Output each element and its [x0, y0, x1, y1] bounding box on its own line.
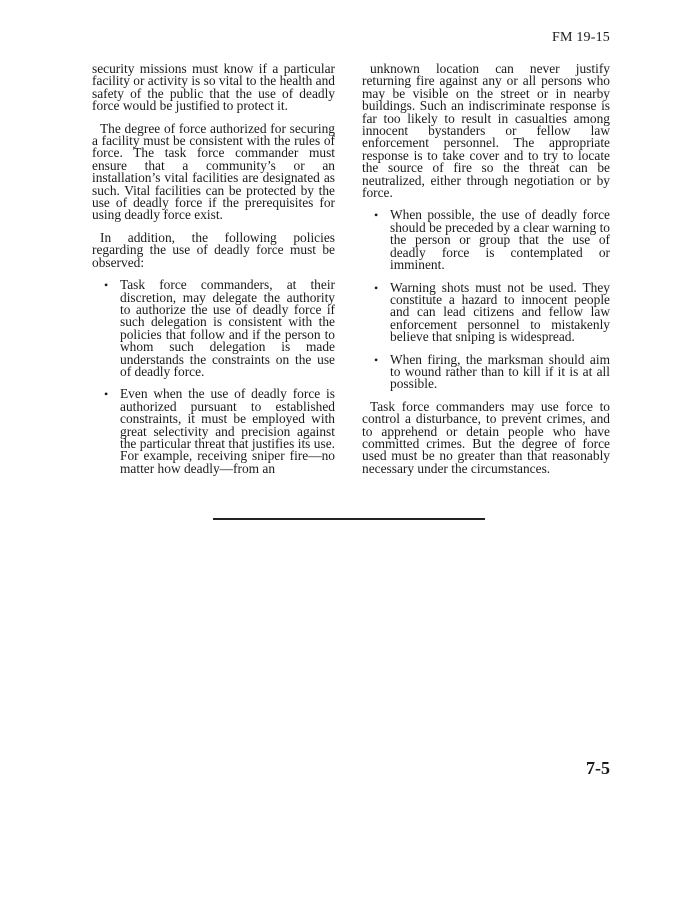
paragraph-policies-intro: In addition, the following policies regarding the use of deadly force must be observed: — [92, 229, 335, 270]
list-item-text: When firing, the marksman should aim to wound rather than to kill if it is at all possible. — [390, 351, 610, 392]
bullet-icon: • — [104, 278, 109, 293]
section-divider — [213, 518, 485, 520]
policy-bullet-list-left — [92, 279, 335, 475]
list-item-text: Even when the use of deadly force is authorized pursuant to established constraints, it must be employed with great selectivity and precision against the particular threat that justifies its use. For example, receiving sniper fire—no matter how deadly—from an — [120, 386, 335, 476]
bullet-icon: • — [374, 208, 379, 223]
page-number: 7-5 — [586, 758, 610, 778]
bullet-icon: • — [374, 280, 379, 295]
paragraph-continuation: unknown location can never justify returning fire against any or all persons who may be visible on the street or in nearby buildings. Such an indiscriminate response is far too likely to result in casualties among innocent bystanders or fellow law enforcement personnel. The appropriate response is to take cover and to try to locate the source of fire so the threat can be neutralized, either through negotiation or by force. — [362, 61, 610, 201]
list-item-text: Warning shots must not be used. They constitute a hazard to innocent people and can lead citizens and fellow law enforcement personnel to mistakenly believe that sniping is widespread. — [390, 279, 610, 345]
bullet-icon: • — [104, 387, 109, 402]
paragraph-degree-of-force: The degree of force authorized for securing a facility must be consistent with the rules of force. The task force commander must ensure that a community’s or an installation’s vital facilities are designated as such. Vital facilities can be protected by the use of deadly force if the prerequisites for using deadly force exist. — [92, 120, 335, 223]
list-item-text: When possible, the use of deadly force should be preceded by a clear warning to the person or group that the use of deadly force is contemplated or imminent. — [390, 207, 610, 273]
list-item — [362, 351, 610, 392]
policy-bullet-list-right — [362, 209, 610, 390]
list-item — [362, 209, 610, 271]
bullet-icon: • — [374, 352, 379, 367]
list-item — [362, 279, 610, 345]
paragraph-closing: Task force commanders may use force to control a disturbance, to prevent crimes, and to apprehend or detain people who have committed crimes. But the degree of force used must be no greater than that reasonably necessary under the circumstances. — [362, 398, 610, 476]
list-item — [92, 279, 335, 378]
manual-id-header: FM 19-15 — [552, 30, 610, 45]
right-column — [362, 63, 610, 485]
list-item-text: Task force commanders, at their discretion, may delegate the authority to authorize the use of deadly force if such delegation is consistent with the policies that follow and if the person to whom such delegation is made understands the constraints on the use of deadly force. — [120, 277, 335, 379]
list-item — [92, 388, 335, 475]
paragraph-security-missions: security missions must know if a particular facility or activity is so vital to the health and safety of the public that the use of deadly force would be justified to protect it. — [92, 61, 335, 114]
left-column — [92, 63, 335, 485]
